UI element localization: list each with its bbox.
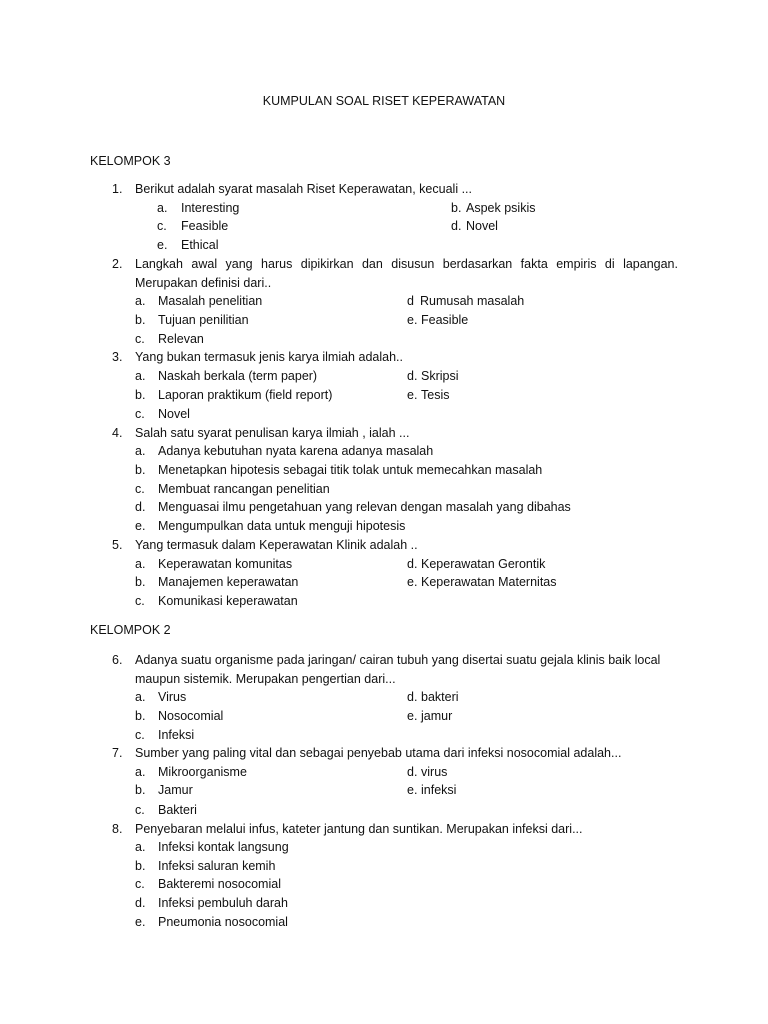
option-a: a. Adanya kebutuhan nyata karena adanya masalah bbox=[135, 444, 434, 458]
option-a: a. Naskah berkala (term paper) bbox=[135, 369, 318, 383]
question-text: Langkah awal yang harus dipikirkan dan disusun berdasarkan fakta empiris di lapangan. Merupakan definisi dari.. bbox=[135, 257, 678, 290]
question-text: Penyebaran melalui infus, kateter jantung dan suntikan. Merupakan infeksi dari... bbox=[135, 822, 583, 836]
question-number: 7. bbox=[112, 746, 123, 760]
question-text: Adanya suatu organisme pada jaringan/ cairan tubuh yang disertai suatu gejala klinis baik local maupun sistemik. Merupakan pengertian dari... bbox=[135, 653, 661, 686]
question-number: 6. bbox=[112, 653, 123, 667]
question-7 bbox=[112, 744, 678, 763]
option-d: d. Menguasai ilmu pengetahuan yang relevan dengan masalah yang dibahas bbox=[135, 500, 571, 514]
option-b: b. Jamur bbox=[135, 783, 193, 797]
question-6 bbox=[112, 651, 678, 688]
option-e: e. infeksi bbox=[407, 783, 457, 797]
option-a: a. Masalah penelitian bbox=[135, 294, 263, 308]
option-b: b. Nosocomial bbox=[135, 709, 224, 723]
option-b: b. Aspek psikis bbox=[451, 201, 536, 215]
option-d: d. Novel bbox=[451, 219, 498, 233]
page-title: KUMPULAN SOAL RISET KEPERAWATAN bbox=[262, 94, 506, 108]
option-a: a. Infeksi kontak langsung bbox=[135, 840, 289, 854]
question-number: 8. bbox=[112, 822, 123, 836]
option-a: a. Mikroorganisme bbox=[135, 765, 247, 779]
option-e: e. Pneumonia nosocomial bbox=[135, 915, 288, 929]
question-text: Yang termasuk dalam Keperawatan Klinik adalah .. bbox=[135, 538, 418, 552]
option-d: d. Skripsi bbox=[407, 369, 459, 383]
question-4 bbox=[112, 424, 678, 443]
option-d: d Rumusah masalah bbox=[407, 294, 525, 308]
option-c: c. Komunikasi keperawatan bbox=[135, 594, 298, 608]
question-number: 5. bbox=[112, 538, 123, 552]
option-d: d. virus bbox=[407, 765, 448, 779]
question-number: 3. bbox=[112, 350, 123, 364]
option-d: d. Keperawatan Gerontik bbox=[407, 557, 546, 571]
option-b: b. Infeksi saluran kemih bbox=[135, 859, 276, 873]
option-c: c. Relevan bbox=[135, 332, 204, 346]
option-e: e. Mengumpulkan data untuk menguji hipotesis bbox=[135, 519, 406, 533]
option-c: c. Bakteri bbox=[135, 803, 197, 817]
option-c: c. Bakteremi nosocomial bbox=[135, 877, 281, 891]
option-b: b. Manajemen keperawatan bbox=[135, 575, 299, 589]
option-c: c. Feasible bbox=[157, 219, 229, 233]
question-number: 4. bbox=[112, 426, 123, 440]
question-text: Berikut adalah syarat masalah Riset Keperawatan, kecuali ... bbox=[135, 182, 472, 196]
option-c: c. Infeksi bbox=[135, 728, 195, 742]
option-d: d. bakteri bbox=[407, 690, 459, 704]
option-e: e. Feasible bbox=[407, 313, 469, 327]
question-3 bbox=[112, 348, 678, 367]
question-number: 2. bbox=[112, 257, 123, 271]
option-e: e. Tesis bbox=[407, 388, 450, 402]
option-c: c. Membuat rancangan penelitian bbox=[135, 482, 330, 496]
group-heading-2: KELOMPOK 2 bbox=[90, 623, 171, 637]
option-e: e. jamur bbox=[407, 709, 453, 723]
option-b: b. Tujuan penilitian bbox=[135, 313, 249, 327]
option-c: c. Novel bbox=[135, 407, 190, 421]
question-8 bbox=[112, 820, 678, 839]
question-number: 1. bbox=[112, 182, 123, 196]
option-a: a. Keperawatan komunitas bbox=[135, 557, 293, 571]
option-a: a. Interesting bbox=[157, 201, 240, 215]
option-b: b. Menetapkan hipotesis sebagai titik tolak untuk memecahkan masalah bbox=[135, 463, 543, 477]
option-b: b. Laporan praktikum (field report) bbox=[135, 388, 333, 402]
question-text: Yang bukan termasuk jenis karya ilmiah adalah.. bbox=[135, 350, 403, 364]
group-heading-3: KELOMPOK 3 bbox=[90, 154, 171, 168]
option-e: e. Ethical bbox=[157, 238, 219, 252]
question-2 bbox=[112, 255, 678, 292]
question-1 bbox=[112, 180, 678, 199]
option-a: a. Virus bbox=[135, 690, 187, 704]
question-text: Sumber yang paling vital dan sebagai penyebab utama dari infeksi nosocomial adalah... bbox=[135, 746, 622, 760]
question-text: Salah satu syarat penulisan karya ilmiah , ialah ... bbox=[135, 426, 410, 440]
option-d: d. Infeksi pembuluh darah bbox=[135, 896, 288, 910]
question-5 bbox=[112, 536, 678, 555]
option-e: e. Keperawatan Maternitas bbox=[407, 575, 557, 589]
